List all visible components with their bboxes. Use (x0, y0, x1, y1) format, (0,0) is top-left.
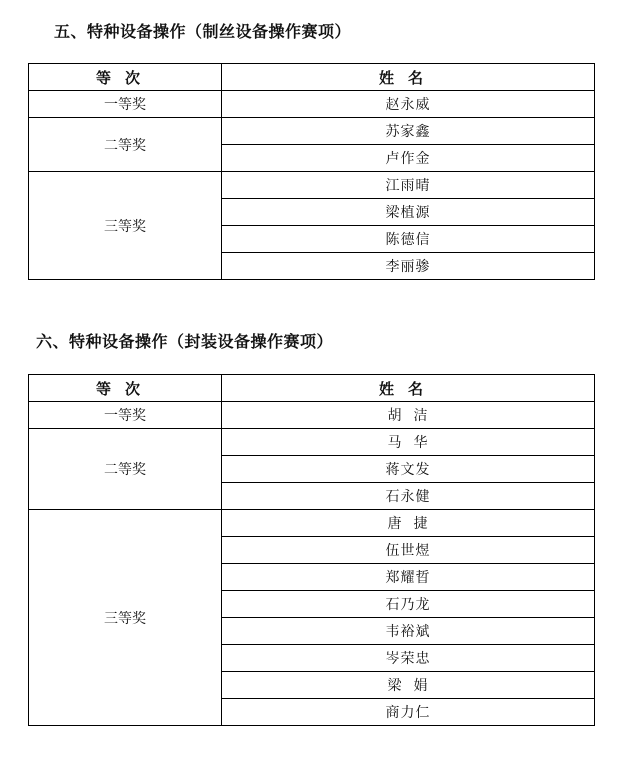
winner-name: 岑荣忠 (222, 645, 595, 672)
winner-name: 苏家鑫 (222, 118, 595, 145)
winner-name: 蒋文发 (222, 456, 595, 483)
winner-name: 梁植源 (222, 199, 595, 226)
column-header-rank: 等次 (29, 375, 222, 402)
winner-name: 江雨晴 (222, 172, 595, 199)
rank-cell-second: 二等奖 (29, 429, 222, 510)
section-title-special-equipment-packaging: 六、特种设备操作（封装设备操作赛项） (36, 332, 334, 351)
winner-name: 马 华 (222, 429, 595, 456)
rank-cell-third: 三等奖 (29, 510, 222, 726)
column-header-name: 姓名 (222, 375, 595, 402)
winner-name: 赵永威 (222, 91, 595, 118)
winner-name: 石永健 (222, 483, 595, 510)
table-header-row (29, 375, 595, 402)
table-row (29, 510, 595, 537)
rank-cell-third: 三等奖 (29, 172, 222, 280)
column-header-rank: 等次 (29, 64, 222, 91)
winner-name: 胡 洁 (222, 402, 595, 429)
winner-name: 石乃龙 (222, 591, 595, 618)
table-row (29, 402, 595, 429)
winner-name: 唐 捷 (222, 510, 595, 537)
rank-cell-first: 一等奖 (29, 91, 222, 118)
column-header-name: 姓名 (222, 64, 595, 91)
award-table-packaging-equipment (28, 374, 595, 726)
section-title-special-equipment-silk: 五、特种设备操作（制丝设备操作赛项） (54, 22, 352, 41)
table-header-row (29, 64, 595, 91)
table-row (29, 91, 595, 118)
winner-name: 陈德信 (222, 226, 595, 253)
winner-name: 郑耀晢 (222, 564, 595, 591)
winner-name: 卢作金 (222, 145, 595, 172)
rank-cell-second: 二等奖 (29, 118, 222, 172)
rank-cell-first: 一等奖 (29, 402, 222, 429)
winner-name: 李丽骖 (222, 253, 595, 280)
table-row (29, 429, 595, 456)
winner-name: 韦裕斌 (222, 618, 595, 645)
award-table-silk-equipment (28, 63, 595, 280)
table-row (29, 118, 595, 145)
winner-name: 商力仁 (222, 699, 595, 726)
winner-name: 伍世煜 (222, 537, 595, 564)
winner-name: 梁 娟 (222, 672, 595, 699)
table-row (29, 172, 595, 199)
